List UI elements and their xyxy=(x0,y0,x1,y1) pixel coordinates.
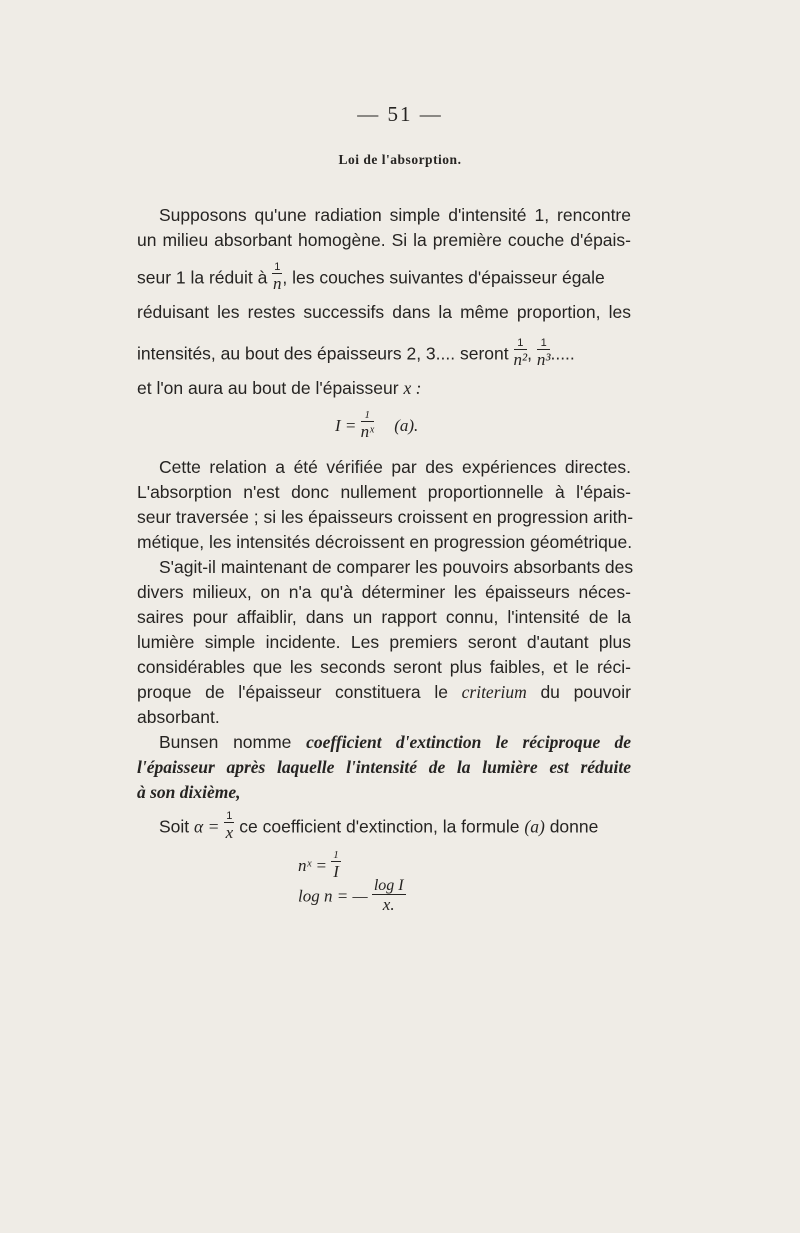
p4-line-3: à son dixième, xyxy=(137,782,241,802)
p2-line-3: seur traversée ; si les épaisseurs croissent en progression arith- xyxy=(137,507,634,527)
p3-line-6-text-a: proque de l'épaisseur constituera le xyxy=(137,682,448,702)
separator: , xyxy=(527,343,532,364)
p4-line-2: l'épaisseur après laquelle l'intensité de la lumière est réduite xyxy=(137,757,631,777)
formula-ref: (a) xyxy=(524,816,545,837)
equation-log-lhs: log n = — xyxy=(298,886,368,906)
fraction-denominator: x xyxy=(225,823,234,842)
p4-line-1-text: Bunsen nomme xyxy=(159,732,292,752)
p1-line-3-text-b: , les couches suivantes d'épaisseur égale xyxy=(282,267,605,288)
p4-line-1 xyxy=(137,731,631,753)
p1-line-5-text-a: intensités, au bout des épaisseurs 2, 3.... seront xyxy=(137,343,509,364)
p1-line-3-text-a: seur 1 la réduit à xyxy=(137,267,268,288)
p3-line-1: S'agit-il maintenant de comparer les pouvoirs absorbants des xyxy=(159,557,634,577)
p2-line-4: métique, les intensités décroissent en progression géométrique. xyxy=(137,532,633,552)
fraction-1-over-n3 xyxy=(537,338,551,368)
variable-x: x : xyxy=(403,378,422,398)
p3-line-6 xyxy=(137,681,631,703)
fraction-numerator: 1 xyxy=(537,338,551,350)
section-heading: Loi de l'absorption. xyxy=(338,152,462,167)
p5-text-c: donne xyxy=(549,816,599,837)
p1-line-2: un milieu absorbant homogène. Si la première couche d'épais- xyxy=(137,230,631,250)
p3-line-4: lumière simple incidente. Les premiers seront d'autant plus xyxy=(137,632,631,652)
p3-line-6-text-b: du pouvoir xyxy=(540,682,631,702)
equation-nx-fraction xyxy=(331,850,341,880)
fraction-1-over-x xyxy=(224,811,234,841)
p4-line-1-italic: coefficient d'extinction le réciproque de xyxy=(306,732,631,752)
fraction-1-over-n xyxy=(272,262,282,292)
fraction-denominator: I xyxy=(333,862,339,881)
p1-line-1: Supposons qu'une radiation simple d'intensité 1, rencontre xyxy=(159,205,631,225)
fraction-numerator: log I xyxy=(373,877,404,894)
p1-line-6 xyxy=(137,377,631,399)
fraction-denominator: n³ xyxy=(536,350,551,369)
p3-line-3: saires pour affaiblir, dans un rapport connu, l'intensité de la xyxy=(137,607,631,627)
p3-line-2: divers milieux, on n'a qu'à déterminer les épaisseurs néces- xyxy=(137,582,631,602)
fraction-denominator: n² xyxy=(513,350,528,369)
fraction-numerator: 1 xyxy=(361,410,374,422)
equation-a-lhs: I = xyxy=(335,415,357,435)
equation-a-label: (a). xyxy=(394,415,419,435)
term-criterium: criterium xyxy=(461,682,527,702)
p5-text-b: ce coefficient d'extinction, la formule xyxy=(239,816,520,837)
equation-nx-lhs: nˣ = xyxy=(298,855,328,875)
fraction-1-over-n2 xyxy=(514,338,528,368)
p5-text-a: Soit xyxy=(159,816,190,837)
p5-line-1 xyxy=(137,810,631,843)
p3-line-7: absorbant. xyxy=(137,707,220,727)
fraction-denominator: x. xyxy=(382,895,395,914)
p1-line-6-text: et l'on aura au bout de l'épaisseur xyxy=(137,378,399,398)
fraction-numerator: 1 xyxy=(226,810,233,822)
p2-line-2: L'absorption n'est donc nullement proportionnelle à l'épais- xyxy=(137,482,631,502)
fraction-denominator: n xyxy=(273,274,282,293)
page-number: — 51 — xyxy=(357,102,443,126)
p2-line-1: Cette relation a été vérifiée par des expériences directes. xyxy=(159,457,631,477)
equation-nx xyxy=(298,849,341,882)
p1-line-5 xyxy=(137,337,631,370)
fraction-numerator: 1 xyxy=(514,338,528,350)
equation-a-fraction xyxy=(361,410,374,440)
ellipsis: ..... xyxy=(550,343,575,364)
p3-line-5: considérables que les seconds seront plus faibles, et le réci- xyxy=(137,657,631,677)
equation-a xyxy=(335,409,419,442)
equation-log xyxy=(298,877,406,915)
fraction-numerator: 1 xyxy=(333,849,339,861)
fraction-numerator: 1 xyxy=(274,261,281,273)
fraction-denominator: nˣ xyxy=(360,422,374,441)
p1-line-3 xyxy=(137,261,631,294)
equation-log-fraction xyxy=(372,878,406,913)
alpha-symbol: α = xyxy=(194,816,220,837)
p1-line-4: réduisant les restes successifs dans la même proportion, les xyxy=(137,302,631,322)
